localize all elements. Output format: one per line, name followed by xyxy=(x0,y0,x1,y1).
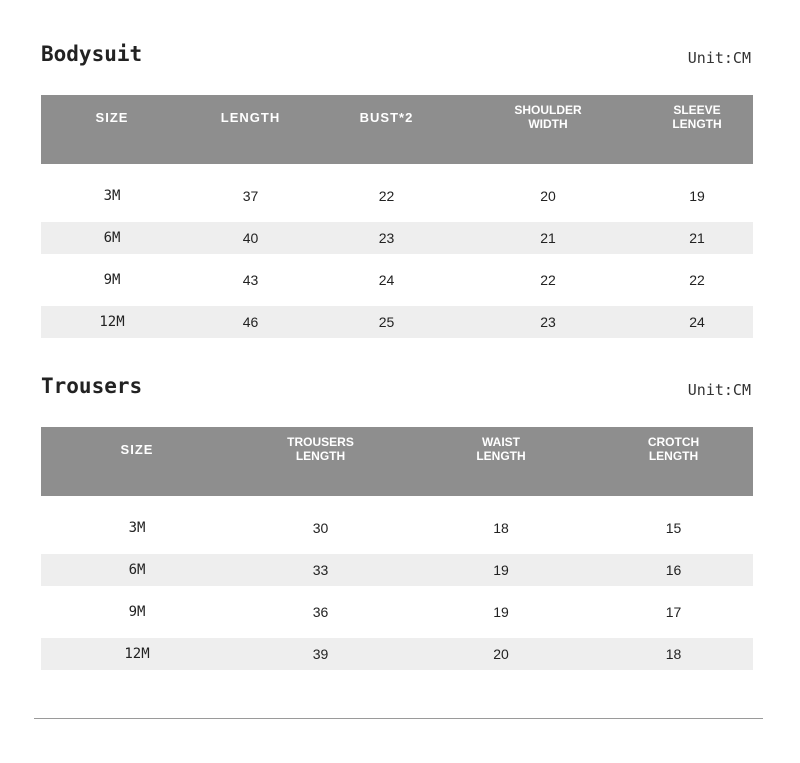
trousers-header-trousers-length: TROUSERS LENGTH xyxy=(233,427,408,496)
bodysuit-unit-label: Unit:CM xyxy=(687,49,751,67)
bottom-divider xyxy=(34,718,763,719)
table-row xyxy=(41,512,753,544)
waist-length-cell: 19 xyxy=(408,554,594,586)
trousers-length-cell: 39 xyxy=(233,638,408,670)
table-row xyxy=(41,264,753,296)
size-cell: 12M xyxy=(41,638,233,670)
table-row xyxy=(41,596,753,628)
table-row xyxy=(41,306,753,338)
sleeve-cell: 24 xyxy=(641,306,753,338)
size-cell: 3M xyxy=(103,188,121,204)
bodysuit-header-row xyxy=(41,95,753,164)
trousers-header-waist-length: WAIST LENGTH xyxy=(408,427,594,496)
length-cell: 43 xyxy=(242,272,259,288)
shoulder-cell: 23 xyxy=(455,306,641,338)
waist-length-cell: 20 xyxy=(408,638,594,670)
trousers-size-table xyxy=(41,427,753,670)
trousers-header-row xyxy=(41,427,753,496)
size-cell: 6M xyxy=(41,222,183,254)
bodysuit-title: Bodysuit xyxy=(41,42,143,66)
size-cell: 3M xyxy=(128,520,146,536)
trousers-title: Trousers xyxy=(41,374,143,398)
sleeve-cell: 22 xyxy=(689,272,705,288)
trousers-header-size: SIZE xyxy=(41,427,233,496)
size-cell: 12M xyxy=(41,306,183,338)
crotch-length-cell: 17 xyxy=(665,604,682,620)
bust-cell: 24 xyxy=(378,272,395,288)
shoulder-cell: 21 xyxy=(455,222,641,254)
waist-length-cell: 18 xyxy=(493,520,509,536)
table-row xyxy=(41,180,753,212)
bodysuit-header-length: LENGTH xyxy=(183,95,318,164)
size-cell: 9M xyxy=(103,272,121,288)
table-row xyxy=(41,554,753,586)
trousers-unit-label: Unit:CM xyxy=(687,381,751,399)
crotch-length-cell: 15 xyxy=(665,520,682,536)
table-row xyxy=(41,638,753,670)
sleeve-cell: 19 xyxy=(689,188,705,204)
trousers-header-crotch-length: CROTCH LENGTH xyxy=(594,427,753,496)
table-row xyxy=(41,222,753,254)
bust-cell: 25 xyxy=(318,306,455,338)
bust-cell: 23 xyxy=(318,222,455,254)
trousers-length-cell: 33 xyxy=(233,554,408,586)
bodysuit-header-bust: BUST*2 xyxy=(318,95,455,164)
shoulder-cell: 22 xyxy=(540,272,556,288)
size-cell: 9M xyxy=(128,604,146,620)
bodysuit-size-table xyxy=(41,95,753,338)
sleeve-cell: 21 xyxy=(641,222,753,254)
bodysuit-header-sleeve-length: SLEEVE LENGTH xyxy=(641,95,753,164)
length-cell: 40 xyxy=(183,222,318,254)
trousers-length-cell: 30 xyxy=(312,520,329,536)
crotch-length-cell: 16 xyxy=(594,554,753,586)
crotch-length-cell: 18 xyxy=(594,638,753,670)
shoulder-cell: 20 xyxy=(540,188,556,204)
trousers-length-cell: 36 xyxy=(312,604,329,620)
size-cell: 6M xyxy=(41,554,233,586)
length-cell: 37 xyxy=(242,188,259,204)
waist-length-cell: 19 xyxy=(493,604,509,620)
bust-cell: 22 xyxy=(378,188,395,204)
bodysuit-header-shoulder-width: SHOULDER WIDTH xyxy=(455,95,641,164)
length-cell: 46 xyxy=(183,306,318,338)
bodysuit-header-size: SIZE xyxy=(41,95,183,164)
